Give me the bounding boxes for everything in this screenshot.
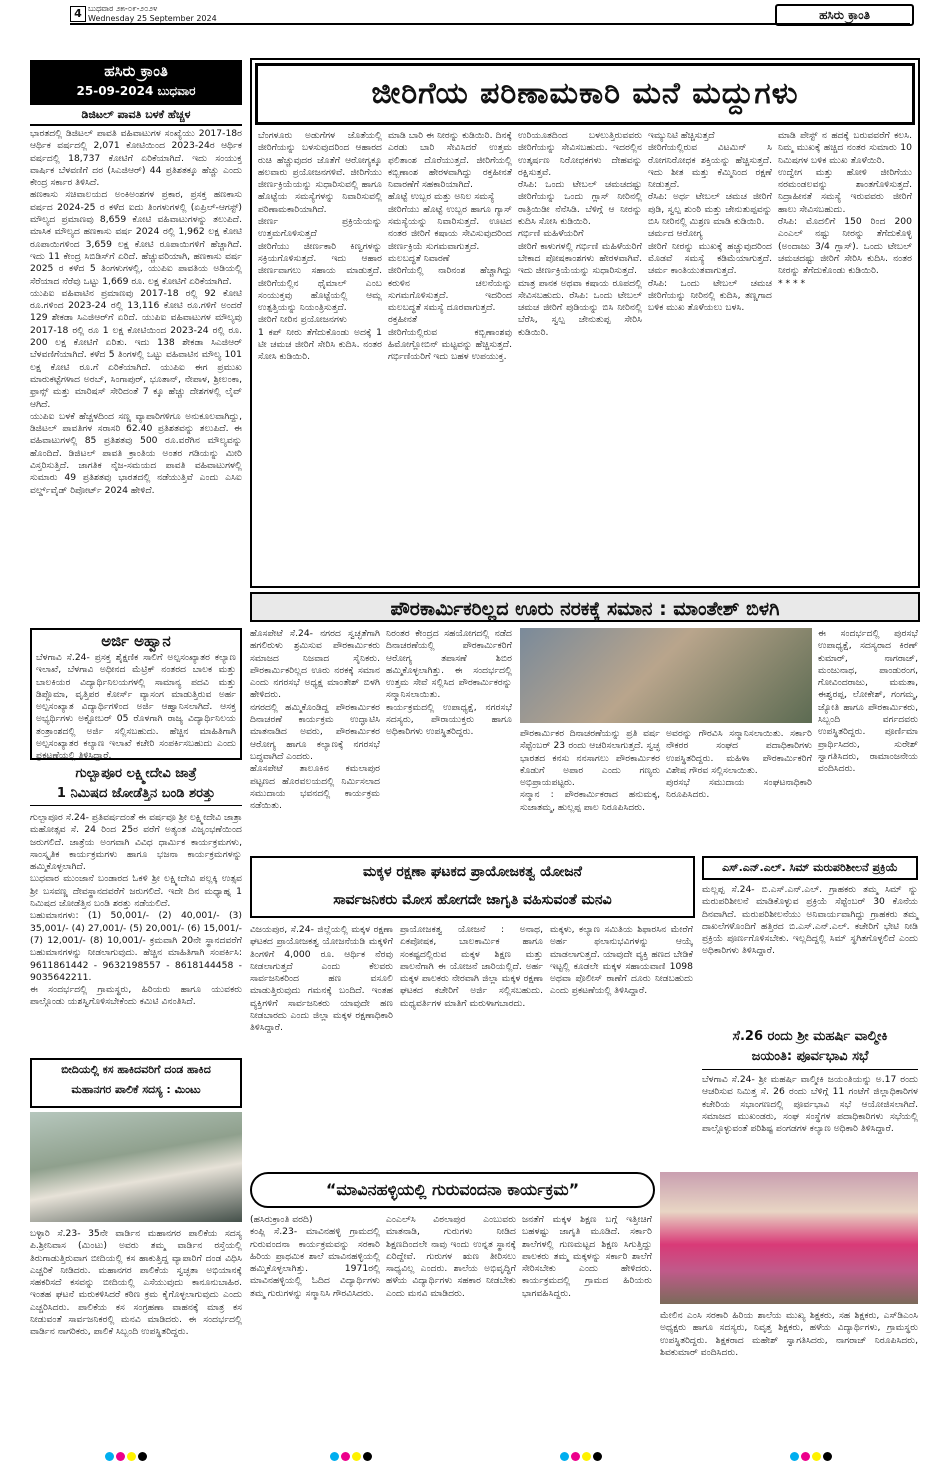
registration-dot — [127, 1452, 136, 1461]
header-date-kannada: ಬುಧವಾರ ೨೫-೦೯-೨೦೨೪ — [88, 4, 158, 13]
masthead-date: 25-09-2024 ಬುಧವಾರ — [76, 84, 196, 98]
bidi-photo — [30, 1112, 242, 1222]
makkala-title-2: ಸಾರ್ವಜನಿಕರು ಮೋಸ ಹೋಗದೇ ಜಾಗೃತಿ ವಹಿಸುವಂತೆ ಮನವಿ — [333, 892, 612, 908]
pourakarmika-col-3: ಪೌರಕಾರ್ಮಿಕರ ದಿನಾಚರಣೆಯನ್ನು ಪ್ರತಿ ವರ್ಷ ಸೆಪ್ಟೆಂಬರ್ 23 ರಂದು ಆಚರಿಸಲಾಗುತ್ತದೆ. ಸ್ವಚ್ಛ ಭಾರತದ ಕನಸು ನನಸಾಗಲು ಪೌರಕಾರ್ಮಿಕರ ಕೊಡುಗೆ ಅಪಾರ ಎಂದು ಗಣ್ಯರು ಅಭಿಪ್ರಾಯಪಟ್ಟರು. ಸನ್ಮಾನ : ಪೌರಕಾರ್ಮಿಕರಾದ ಹನುಮಕ್ಕ, ಸುಜಾತಮ್ಮ, ಹುಲ್ಲಪ್ಪ ಪಾಲ ನಿರೂಪಿಸಿದರು. — [520, 728, 660, 813]
makkala-col-3: ಮಕ್ಕಳು, ಕಲ್ಯಾಣ ಸಮಿತಿಯ ಶಿಫಾರಸಿನ ಮೇರೆಗೆ ಅರ್ಹ ಫಲಾನುಭವಿಗಳನ್ನು ಆಯ್ಕೆ ಮಾಡಲಾಗುತ್ತದೆ. ಯಾವುದೇ ವ್ಯಕ್ತಿ ಹಣದ ಬೇಡಿಕೆ ಇಟ್ಟಲ್ಲಿ ಕೂಡಲೇ ಮಕ್ಕಳ ಸಹಾಯವಾಣಿ 1098 ಅಥವಾ ಪೊಲೀಸ್ ಠಾಣೆಗೆ ದೂರು ನೀಡಬಹುದು ಎಂದು ಪ್ರಕಟಣೆಯಲ್ಲಿ ತಿಳಿಸಿದ್ದಾರೆ. — [550, 924, 696, 997]
feature-col-5: ಮಾಡಿ ಪೇಸ್ಟ್ ನ ಹದಕ್ಕೆ ಬರುವವರೆಗೆ ಕಲಸಿ. ನಿಮ್ಮ ಮುಖಕ್ಕೆ ಹಚ್ಚಿದ ನಂತರ ಸುಮಾರು 10 ನಿಮಿಷಗಳ ಬಳಿಕ ಮುಖ ತೊಳೆಯಿರಿ. ಉದ್ವೇಗ ಮತ್ತು ಹೋಳಿ ಜೀರಿಗೆಯು ನರಮಂಡಲವನ್ನು ಶಾಂತಗೊಳಿಸುತ್ತದೆ. ನಿದ್ರಾಹೀನತೆ ಸಮಸ್ಯೆ ಇರುವವರು ಜೀರಿಗೆ ಹಾಲು ಸೇವಿಸಬಹುದು. ರೆಸಿಪಿ: ಮೊದಲಿಗೆ 150 ರಿಂದ 200 ಎಂಎಲ್ ನಷ್ಟು ನೀರನ್ನು ತೆಗೆದುಕೊಳ್ಳಿ (ಅಂದಾಜು 3/4 ಗ್ಲಾಸ್). ಒಂದು ಟೇಬಲ್ ಚಮಚದಷ್ಟು ಜೀರಿಗೆ ಸೇರಿಸಿ ಕುದಿಸಿ. ನಂತರ ನೀರನ್ನು ತೆಗೆದುಕೊಂಡು ಕುಡಿಯಿರಿ. * * * * — [778, 130, 912, 289]
pourakarmika-col-2: ನಿರಂತರ ಕೇಂದ್ರದ ಸಹಯೋಗದಲ್ಲಿ ನಡೆದ ದಿನಾಚರಣೆಯಲ್ಲಿ ಪೌರಕಾರ್ಮಿಕರಿಗೆ ಆರೋಗ್ಯ ತಪಾಸಣೆ ಶಿಬಿರ ಹಮ್ಮಿಕೊಳ್ಳಲಾಗಿತ್ತು. ಈ ಸಂದರ್ಭದಲ್ಲಿ ಉತ್ತಮ ಸೇವೆ ಸಲ್ಲಿಸಿದ ಪೌರಕಾರ್ಮಿಕರನ್ನು ಸನ್ಮಾನಿಸಲಾಯಿತು. ಕಾರ್ಯಕ್ರಮದಲ್ಲಿ ಉಪಾಧ್ಯಕ್ಷೆ, ನಗರಸಭೆ ಸದಸ್ಯರು, ಪೌರಾಯುಕ್ತರು ಹಾಗೂ ಅಧಿಕಾರಿಗಳು ಉಪಸ್ಥಿತರಿದ್ದರು. — [386, 628, 512, 738]
header-rule — [70, 23, 910, 25]
bsnl-title: ಎಸ್.ಎನ್.ಎಲ್. ಸಿಮ್ ಮರುಪರಿಶೀಲನೆ ಪ್ರಕ್ರಿಯೆ — [702, 856, 918, 880]
jatre-title-1: ಗುಲ್ಬಾಪೂರ ಲಕ್ಷ್ಮೀದೇವಿ ಜಾತ್ರೆ — [75, 766, 197, 781]
arji-body: ಬೆಳಗಾವಿ ಸೆ.24- ಪ್ರಸಕ್ತ ಶೈಕ್ಷಣಿಕ ಸಾಲಿಗೆ ಅಲ್ಪಸಂಖ್ಯಾತರ ಕಲ್ಯಾಣ ಇಲಾಖೆ, ಬೆಳಗಾವಿ ಅಧೀನದ ಮೆಟ್ರಿಕ್ ನಂತರದ ಬಾಲಕ ಮತ್ತು ಬಾಲಕಿಯರ ವಿದ್ಯಾರ್ಥಿನಿಲಯಗಳಲ್ಲಿ ಸಾಮಾನ್ಯ ಪದವಿ ಮತ್ತು ಡಿಪ್ಲೊಮಾ, ವೃತ್ತಿಪರ ಕೋರ್ಸ್ ವ್ಯಾಸಂಗ ಮಾಡುತ್ತಿರುವ ಅರ್ಹ ಅಲ್ಪಸಂಖ್ಯಾತ ವಿದ್ಯಾರ್ಥಿಗಳಿಂದ ಅರ್ಜಿ ಆಹ್ವಾನಿಸಲಾಗಿದೆ. ಆಸಕ್ತ ಅಭ್ಯರ್ಥಿಗಳು ಅಕ್ಟೋಬರ್ 05 ರೊಳಗಾಗಿ ರಾಜ್ಯ ವಿದ್ಯಾರ್ಥಿನಿಲಯ ತಂತ್ರಾಂಶದಲ್ಲಿ ಅರ್ಜಿ ಸಲ್ಲಿಸಬಹುದು. ಹೆಚ್ಚಿನ ಮಾಹಿತಿಗಾಗಿ ಅಲ್ಪಸಂಖ್ಯಾತರ ಕಲ್ಯಾಣ ಇಲಾಖೆ ಕಚೇರಿ ಸಂಪರ್ಕಿಸಬಹುದು ಎಂದು ಪ್ರಕಟಣೆಯಲ್ಲಿ ತಿಳಿಸಿದ್ದಾರೆ. — [36, 652, 239, 762]
registration-marks-left — [105, 1446, 157, 1455]
feature-col-2: ಮಾಡಿ ಬಾರಿ ಈ ನೀರನ್ನು ಕುಡಿಯಿರಿ. ದಿನಕ್ಕೆ ಎರಡು ಬಾರಿ ಸೇವಿಸಿದರೆ ಉತ್ತಮ ಫಲಿತಾಂಶ ದೊರೆಯುತ್ತದೆ. ಜೀರಿಗೆಯಲ್ಲಿ ಕಬ್ಬಿಣಾಂಶ ಹೇರಳವಾಗಿದ್ದು ರಕ್ತಹೀನತೆ ನಿವಾರಣೆಗೆ ಸಹಕಾರಿಯಾಗಿದೆ. ಹೊಟ್ಟೆ ಉಬ್ಬರ ಮತ್ತು ಅನಿಲ ಸಮಸ್ಯೆ ಜೀರಿಗೆಯು ಹೊಟ್ಟೆ ಉಬ್ಬರ ಹಾಗೂ ಗ್ಯಾಸ್ ಸಮಸ್ಯೆಯನ್ನು ನಿವಾರಿಸುತ್ತದೆ. ಊಟದ ನಂತರ ಜೀರಿಗೆ ಕಷಾಯ ಸೇವಿಸುವುದರಿಂದ ಜೀರ್ಣಕ್ರಿಯೆ ಸುಗಮವಾಗುತ್ತದೆ. ಮಲಬದ್ಧತೆ ನಿವಾರಣೆ ಜೀರಿಗೆಯಲ್ಲಿ ನಾರಿನಂಶ ಹೆಚ್ಚಾಗಿದ್ದು ಕರುಳಿನ ಚಲನೆಯನ್ನು ಸುಗಮಗೊಳಿಸುತ್ತದೆ. ಇದರಿಂದ ಮಲಬದ್ಧತೆ ಸಮಸ್ಯೆ ದೂರವಾಗುತ್ತದೆ. ರಕ್ತಹೀನತೆ ಜೀರಿಗೆಯಲ್ಲಿರುವ ಕಬ್ಬಿಣಾಂಶವು ಹಿಮೋಗ್ಲೋಬಿನ್ ಮಟ್ಟವನ್ನು ಹೆಚ್ಚಿಸುತ್ತದೆ. ಗರ್ಭಿಣಿಯರಿಗೆ ಇದು ಬಹಳ ಉಪಯುಕ್ತ. — [388, 130, 512, 363]
registration-dot — [363, 1452, 372, 1461]
feature-col-3: ಉರಿಯೂತದಿಂದ ಬಳಲುತ್ತಿರುವವರು ಜೀರಿಗೆಯನ್ನು ಸೇವಿಸಬಹುದು. ಇದರಲ್ಲಿನ ಉತ್ಕರ್ಷಣ ನಿರೋಧಕಗಳು ದೇಹವನ್ನು ರಕ್ಷಿಸುತ್ತವೆ. ರೆಸಿಪಿ: ಒಂದು ಟೇಬಲ್ ಚಮಚದಷ್ಟು ಜೀರಿಗೆಯನ್ನು ಒಂದು ಗ್ಲಾಸ್ ನೀರಿನಲ್ಲಿ ರಾತ್ರಿಯಿಡೀ ನೆನೆಸಿಡಿ. ಬೆಳಿಗ್ಗೆ ಆ ನೀರನ್ನು ಕುದಿಸಿ ಸೋಸಿ ಕುಡಿಯಿರಿ. ಗರ್ಭಿಣಿ ಮಹಿಳೆಯರಿಗೆ ಜೀರಿಗೆ ಕಾಳುಗಳಲ್ಲಿ ಗರ್ಭಿಣಿ ಮಹಿಳೆಯರಿಗೆ ಬೇಕಾದ ಪೋಷಕಾಂಶಗಳು ಹೇರಳವಾಗಿವೆ. ಇದು ಜೀರ್ಣಕ್ರಿಯೆಯನ್ನು ಸುಧಾರಿಸುತ್ತದೆ. ಮಾತ್ರ ಪಾನಕ ಅಥವಾ ಕಷಾಯ ರೂಪದಲ್ಲಿ ಸೇವಿಸಬಹುದು. ರೆಸಿಪಿ: ಒಂದು ಟೇಬಲ್ ಚಮಚ ಜೀರಿಗೆ ಪುಡಿಯನ್ನು ಬಿಸಿ ನೀರಿನಲ್ಲಿ ಬೆರೆಸಿ, ಸ್ವಲ್ಪ ಜೇನುತುಪ್ಪ ಸೇರಿಸಿ ಕುಡಿಯಿರಿ. — [518, 130, 642, 338]
registration-marks-center-left — [330, 1446, 382, 1455]
registration-dot — [801, 1452, 810, 1461]
pourakarmika-col-4: ಅವರನ್ನು ಗೌರವಿಸಿ ಸನ್ಮಾನಿಸಲಾಯಿತು. ಸರ್ಕಾರಿ ನೌಕರರ ಸಂಘದ ಪದಾಧಿಕಾರಿಗಳು ಉಪಸ್ಥಿತರಿದ್ದರು. ಮಹಿಳಾ ಪೌರಕಾರ್ಮಿಕರಿಗೆ ವಿಶೇಷ ಗೌರವ ಸಲ್ಲಿಸಲಾಯಿತು. ಪುರಸಭೆ ಸಮುದಾಯ ಸಂಘಟನಾಧಿಕಾರಿ ನಿರೂಪಿಸಿದರು. — [666, 728, 812, 801]
pourakarmika-col-1: ಹೊಸಪೇಟೆ ಸೆ.24- ನಗರದ ಸ್ವಚ್ಛತೆಗಾಗಿ ಹಗಲಿರುಳು ಶ್ರಮಿಸುವ ಪೌರಕಾರ್ಮಿಕರು ಸಮಾಜದ ನಿಜವಾದ ಸೈನಿಕರು. ಪೌರಕಾರ್ಮಿಕರಿಲ್ಲದ ಊರು ನರಕಕ್ಕೆ ಸಮಾನ ಎಂದು ನಗರಸಭೆ ಅಧ್ಯಕ್ಷ ಮಾಂತೇಶ್ ಬಿಳಗಿ ಹೇಳಿದರು. ನಗರದಲ್ಲಿ ಹಮ್ಮಿಕೊಂಡಿದ್ದ ಪೌರಕಾರ್ಮಿಕರ ದಿನಾಚರಣೆ ಕಾರ್ಯಕ್ರಮ ಉದ್ಘಾಟಿಸಿ ಮಾತನಾಡಿದ ಅವರು, ಪೌರಕಾರ್ಮಿಕರ ಆರೋಗ್ಯ ಹಾಗೂ ಕಲ್ಯಾಣಕ್ಕೆ ನಗರಸಭೆ ಬದ್ಧವಾಗಿದೆ ಎಂದರು. ಹೊಸಪೇಟೆ ತಾಲೂಕಿನ ಕಮಲಾಪುರ ಪಟ್ಟಣದ ಹೊರವಲಯದಲ್ಲಿ ನಿರ್ಮಿಸಲಾದ ಸಮುದಾಯ ಭವನದಲ್ಲಿ ಕಾರ್ಯಕ್ರಮ ನಡೆಯಿತು. — [250, 628, 380, 812]
registration-dot — [352, 1452, 361, 1461]
registration-dot — [105, 1452, 114, 1461]
page-number: 4 — [70, 6, 86, 22]
digital-body: ಭಾರತದಲ್ಲಿ ಡಿಜಿಟಲ್ ಪಾವತಿ ವಹಿವಾಟುಗಳ ಸಂಖ್ಯೆಯು 2017-18ರ ಆರ್ಥಿಕ ವರ್ಷದಲ್ಲಿ 2,071 ಕೋಟಿಯಿಂದ 2023-24ರ ಆರ್ಥಿಕ ವರ್ಷದಲ್ಲಿ 18,737 ಕೋಟಿಗೆ ಏರಿಕೆಯಾಗಿದೆ. ಇದು ಸಂಯುಕ್ತ ವಾರ್ಷಿಕ ಬೆಳವಣಿಗೆ ದರ (ಸಿಎಜಿಆರ್) 44 ಪ್ರತಿಶತಕ್ಕೂ ಹೆಚ್ಚು ಎಂದು ಕೇಂದ್ರ ಸರ್ಕಾರ ತಿಳಿಸಿದೆ. ಹಣಕಾಸು ಸಚಿವಾಲಯದ ಅಂಕಿಅಂಶಗಳ ಪ್ರಕಾರ, ಪ್ರಸಕ್ತ ಹಣಕಾಸು ವರ್ಷದ 2024-25 ರ ಕಳೆದ ಐದು ತಿಂಗಳುಗಳಲ್ಲಿ (ಏಪ್ರಿಲ್-ಆಗಸ್ಟ್) ಮೌಲ್ಯದ ಪ್ರಮಾಣವು 8,659 ಕೋಟಿ ವಹಿವಾಟುಗಳನ್ನು ತಲುಪಿದೆ. ಮಾಸಿಕ ಮೌಲ್ಯದ ಹಣಕಾಸು ವರ್ಷ 2024 ರಲ್ಲಿ 1,962 ಲಕ್ಷ ಕೋಟಿ ರೂಪಾಯಿಗಳಿಂದ 3,659 ಲಕ್ಷ ಕೋಟಿ ರೂಪಾಯಿಗಳಿಗೆ ಹೆಚ್ಚಾಗಿದೆ. ಇದು 11 ಕೇಂದ್ರ ಸಿಬಿಡಿಸ್‌ಗೆ ಏರಿದೆ. ಹೆಚ್ಚುವರಿಯಾಗಿ, ಹಣಕಾಸು ವರ್ಷ 2025 ರ ಕಳೆದ 5 ತಿಂಗಳುಗಳಲ್ಲಿ, ಯುಪಿಐ ಪಾವತಿಯ ಅಡಿಯಲ್ಲಿ ಸೆರೆಯಾದ ನೆರೆವು ಒಟ್ಟು 1,669 ರೂ. ಲಕ್ಷ ಕೋಟಿಗೆ ಏರಿಕೆಯಾಗಿದೆ. ಯುಪಿಐ ವಹಿವಾಟಿನ ಪ್ರಮಾಣವು 2017-18 ರಲ್ಲಿ 92 ಕೋಟಿ ರೂ.ಗಳಿಂದ 2023-24 ರಲ್ಲಿ 13,116 ಕೋಟಿ ರೂ.ಗಳಿಗೆ ಅಂದರೆ 129 ಶೇಕಡಾ ಸಿಎಜಿಆರ್‌ಗೆ ಏರಿದೆ. ಯುಪಿಐ ವಹಿವಾಟುಗಳ ಮೌಲ್ಯವು 2017-18 ರಲ್ಲಿ ರೂ 1 ಲಕ್ಷ ಕೋಟಿಯಿಂದ 2023-24 ರಲ್ಲಿ ರೂ. 200 ಲಕ್ಷ ಕೋಟಿಗೆ ಏರಿತು. ಇದು 138 ಶೇಕಡಾ ಸಿಎಜಿಆರ್ ಬೆಳವಣಿಗೆಯಾಗಿದೆ. ಕಳೆದ 5 ತಿಂಗಳಲ್ಲಿ ಒಟ್ಟು ವಹಿವಾಟಿನ ಮೌಲ್ಯ 101 ಲಕ್ಷ ಕೋಟಿ ರೂ.ಗೆ ಏರಿಕೆಯಾಗಿದೆ. ಯುಪಿಐ ಈಗ ಪ್ರಮುಖ ಮಾರುಕಟ್ಟೆಗಳಾದ ಅರಬ್, ಸಿಂಗಾಪುರ್, ಭೂತಾನ್, ನೇಪಾಳ, ಶ್ರೀಲಂಕಾ, ಫ್ರಾನ್ಸ್ ಮತ್ತು ಮಾರಿಷಸ್ ಸೇರಿದಂತೆ 7 ಕ್ಕೂ ಹೆಚ್ಚು ದೇಶಗಳಲ್ಲಿ ಲೈವ್ ಆಗಿದೆ. ಯುಪಿಐ ಬಳಕೆ ಹೆಚ್ಚಳದಿಂದ ಸಣ್ಣ ವ್ಯಾಪಾರಿಗಳಿಗೂ ಅನುಕೂಲವಾಗಿದ್ದು, ಡಿಜಿಟಲ್ ಪಾವತಿಗಳ ಸರಾಸರಿ 62.40 ಪ್ರತಿಶತವನ್ನು ತಲುಪಿದೆ. ಈ ವಹಿವಾಟುಗಳಲ್ಲಿ 85 ಪ್ರತಿಶತವು 500 ರೂ.ವರೆಗಿನ ಮೌಲ್ಯವನ್ನು ಹೊಂದಿದೆ. ಡಿಜಿಟಲ್ ಪಾವತಿ ಕ್ರಾಂತಿಯ ಅಂತರ ಗಡಿಯನ್ನು ಮೀರಿ ವಿಸ್ತರಿಸುತ್ತಿದೆ. ಜಾಗತಿಕ ನೈಜ-ಸಮಯದ ಪಾವತಿ ವಹಿವಾಟುಗಳಲ್ಲಿ ಸುಮಾರು 49 ಪ್ರತಿಶತವು ಭಾರತದಲ್ಲಿ ನಡೆಯುತ್ತಿವೆ ಎಂದು ಎಸಿಐ ವರ್ಲ್ಡ್‌ವೈಡ್ ರಿಪೋರ್ಟ್ 2024 ಹೇಳಿದೆ. — [30, 128, 242, 496]
registration-dot — [341, 1452, 350, 1461]
bidi-title-1: ಬೀದಿಯಲ್ಲಿ ಕಸ ಹಾಕಿದವರಿಗೆ ದಂಡ ಹಾಕಿದ — [61, 1063, 211, 1076]
mavina-col-4: ಮೇಲಿನ ಎಂಸಿ ಸರಕಾರಿ ಹಿರಿಯ ಶಾಲೆಯ ಮುಖ್ಯ ಶಿಕ್ಷಕರು, ಸಹ ಶಿಕ್ಷಕರು, ಎಸ್‌ಡಿಎಂಸಿ ಅಧ್ಯಕ್ಷರು ಹಾಗೂ ಸದಸ್ಯರು, ನಿವೃತ್ತ ಶಿಕ್ಷಕರು, ಹಳೆಯ ವಿದ್ಯಾರ್ಥಿಗಳು, ಗ್ರಾಮಸ್ಥರು ಉಪಸ್ಥಿತರಿದ್ದರು. ಶಿಕ್ಷಕರಾದ ಮಹೇಶ್ ಸ್ವಾಗತಿಸಿದರು, ನಾಗರಾಜ್ ನಿರೂಪಿಸಿದರು, ಶಿವಕುಮಾರ್ ವಂದಿಸಿದರು. — [660, 1310, 921, 1358]
registration-dot — [812, 1452, 821, 1461]
mavina-title: “ಮಾವಿನಹಳ್ಳಿಯಲ್ಲಿ ಗುರುವಂದನಾ ಕಾರ್ಯಕ್ರಮ” — [250, 1172, 655, 1208]
registration-dot — [138, 1452, 147, 1461]
feature-col-4: ಇಮ್ಯುನಿಟಿ ಹೆಚ್ಚಿಸುತ್ತದೆ ಜೀರಿಗೆಯಲ್ಲಿರುವ ವಿಟಮಿನ್ ಸಿ ರೋಗನಿರೋಧಕ ಶಕ್ತಿಯನ್ನು ಹೆಚ್ಚಿಸುತ್ತದೆ. ಇದು ಶೀತ ಮತ್ತು ಕೆಮ್ಮಿನಿಂದ ರಕ್ಷಣೆ ನೀಡುತ್ತದೆ. ರೆಸಿಪಿ: ಅರ್ಧ ಟೇಬಲ್ ಚಮಚ ಜೀರಿಗೆ ಪುಡಿ, ಸ್ವಲ್ಪ ಶುಂಠಿ ಮತ್ತು ಜೇನುತುಪ್ಪವನ್ನು ಬಿಸಿ ನೀರಿನಲ್ಲಿ ಮಿಶ್ರಣ ಮಾಡಿ ಕುಡಿಯಿರಿ. ಚರ್ಮದ ಆರೋಗ್ಯ ಜೀರಿಗೆ ನೀರನ್ನು ಮುಖಕ್ಕೆ ಹಚ್ಚುವುದರಿಂದ ಮೊಡವೆ ಸಮಸ್ಯೆ ಕಡಿಮೆಯಾಗುತ್ತದೆ. ಚರ್ಮ ಕಾಂತಿಯುತವಾಗುತ್ತದೆ. ರೆಸಿಪಿ: ಒಂದು ಟೇಬಲ್ ಚಮಚ ಜೀರಿಗೆಯನ್ನು ನೀರಿನಲ್ಲಿ ಕುದಿಸಿ, ತಣ್ಣಗಾದ ಬಳಿಕ ಮುಖ ತೊಳೆಯಲು ಬಳಸಿ. — [648, 130, 772, 314]
feature-col-1: ಬೆಂಗಳೂರು ಅಡುಗೆಗಳ ಜೊತೆಯಲ್ಲಿ ಜೀರಿಗೆಯನ್ನು ಬಳಸುವುದರಿಂದ ಆಹಾರದ ರುಚಿ ಹೆಚ್ಚುವುದರ ಜೊತೆಗೆ ಆರೋಗ್ಯಕ್ಕೂ ಹಲವಾರು ಪ್ರಯೋಜನಗಳಿವೆ. ಜೀರಿಗೆಯು ಜೀರ್ಣಕ್ರಿಯೆಯನ್ನು ಸುಧಾರಿಸುವಲ್ಲಿ ಹಾಗೂ ಹೊಟ್ಟೆಯ ಸಮಸ್ಯೆಗಳನ್ನು ನಿವಾರಿಸುವಲ್ಲಿ ಪರಿಣಾಮಕಾರಿಯಾಗಿದೆ. ಜೀರ್ಣ ಪ್ರಕ್ರಿಯೆಯನ್ನು ಉತ್ತಮಗೊಳಿಸುತ್ತದೆ ಜೀರಿಗೆಯು ಜೀರ್ಣಕಾರಿ ಕಿಣ್ವಗಳನ್ನು ಸಕ್ರಿಯಗೊಳಿಸುತ್ತದೆ. ಇದು ಆಹಾರ ಜೀರ್ಣವಾಗಲು ಸಹಾಯ ಮಾಡುತ್ತದೆ. ಜೀರಿಗೆಯಲ್ಲಿನ ಥೈಮಾಲ್ ಎಂಬ ಸಂಯುಕ್ತವು ಹೊಟ್ಟೆಯಲ್ಲಿ ಆಮ್ಲ ಉತ್ಪತ್ತಿಯನ್ನು ನಿಯಂತ್ರಿಸುತ್ತದೆ. ಜೀರಿಗೆ ನೀರಿನ ಪ್ರಯೋಜನಗಳು 1 ಕಪ್ ನೀರು ತೆಗೆದುಕೊಂಡು ಅದಕ್ಕೆ 1 ಟೀ ಚಮಚ ಜೀರಿಗೆ ಸೇರಿಸಿ ಕುದಿಸಿ. ನಂತರ ಸೋಸಿ ಕುಡಿಯಿರಿ. — [258, 130, 382, 363]
bidi-title-box — [30, 1058, 242, 1108]
arji-title: ಅರ್ಜಿ ಅಹ್ವಾನ — [101, 632, 171, 650]
makkala-title-box — [250, 856, 695, 918]
bidi-body: ಬಳ್ಳಾರಿ ಸೆ.23- 35ನೇ ವಾರ್ಡಿನ ಮಹಾನಗರ ಪಾಲಿಕೆಯ ಸದಸ್ಯ ಪಿ.ಶ್ರೀನಿವಾಸ (ಮಿಂಟು) ಅವರು ತಮ್ಮ ವಾರ್ಡಿನ ರಸ್ತೆಯಲ್ಲಿ ತಿರುಗಾಡುತ್ತಿರುವಾಗ ಬೀದಿಯಲ್ಲಿ ಕಸ ಹಾಕುತ್ತಿದ್ದ ವ್ಯಾಪಾರಿಗೆ ದಂಡ ವಿಧಿಸಿ ಎಚ್ಚರಿಕೆ ನೀಡಿದರು. ಮಹಾನಗರ ಪಾಲಿಕೆಯ ಸ್ವಚ್ಛತಾ ಅಭಿಯಾನಕ್ಕೆ ಸಹಕರಿಸದೆ ಕಸವನ್ನು ಬೀದಿಯಲ್ಲಿ ಎಸೆಯುವುದು ಕಾನೂನುಬಾಹಿರ. ಇಂತಹ ಘಟನೆ ಮರುಕಳಿಸಿದರೆ ಕಠಿಣ ಕ್ರಮ ಕೈಗೊಳ್ಳಲಾಗುವುದು ಎಂದು ಎಚ್ಚರಿಸಿದರು. ಪಾಲಿಕೆಯ ಕಸ ಸಂಗ್ರಹಣಾ ವಾಹನಕ್ಕೆ ಮಾತ್ರ ಕಸ ನೀಡುವಂತೆ ಸಾರ್ವಜನಿಕರಲ್ಲಿ ಮನವಿ ಮಾಡಿದರು. ಈ ಸಂದರ್ಭದಲ್ಲಿ ವಾರ್ಡಿನ ನಾಗರಿಕರು, ಪಾಲಿಕೆ ಸಿಬ್ಬಂದಿ ಉಪಸ್ಥಿತರಿದ್ದರು. — [30, 1228, 245, 1338]
pourakarmika-col-5: ಈ ಸಂದರ್ಭದಲ್ಲಿ ಪುರಸಭೆ ಉಪಾಧ್ಯಕ್ಷೆ, ಸದಸ್ಯರಾದ ಕಿರಣ್ ಕುಮಾರ್, ನಾಗರಾಜ್, ಮಂಜುನಾಥ, ಪಾಂಡುರಂಗ, ಗೋವಿಂದರಾಜು, ಮಮತಾ, ಈಶ್ವರಪ್ಪ, ಲೋಕೇಶ್, ಗಂಗಮ್ಮ, ಜ್ಯೋತಿ ಹಾಗೂ ಪೌರಕಾರ್ಮಿಕರು, ಸಿಬ್ಬಂದಿ ವರ್ಗದವರು ಉಪಸ್ಥಿತರಿದ್ದರು. ಪೂರ್ಣಿಮಾ ಪ್ರಾರ್ಥಿಸಿದರು, ಸುರೇಶ್ ಸ್ವಾಗತಿಸಿದರು, ರಾಮಾಂಜನೇಯ ವಂದಿಸಿದರು. — [818, 628, 921, 775]
jatre-title-2: 1 ನಿಮಿಷದ ಜೋಡೆತ್ತಿನ ಬಂಡಿ ಶರತ್ತು — [30, 786, 242, 806]
mavina-photo — [660, 1172, 918, 1304]
mavina-col-2: ಎಂಎಲ್‌ಸಿ ವಿಠಲಾಪುರ ಎಂಬುವರು ಮಾತನಾಡಿ, ಗುರುಗಳು ನೀಡಿದ ಶಿಕ್ಷಣದಿಂದಲೇ ನಾವು ಇಂದು ಉನ್ನತ ಸ್ಥಾನಕ್ಕೆ ಏರಿದ್ದೇವೆ. ಗುರುಗಳ ಋಣ ತೀರಿಸಲು ಸಾಧ್ಯವಿಲ್ಲ ಎಂದರು. ಶಾಲೆಯ ಅಭಿವೃದ್ಧಿಗೆ ಹಳೆಯ ವಿದ್ಯಾರ್ಥಿಗಳು ಸಹಕಾರ ನೀಡಬೇಕು ಎಂದು ಮನವಿ ಮಾಡಿದರು. — [386, 1214, 519, 1299]
mavina-col-1: (ಹಸಿರುಕ್ರಾಂತಿ ವರದಿ) ಕಂಪ್ಲಿ ಸೆ.23- ಮಾವಿನಹಳ್ಳಿ ಗ್ರಾಮದಲ್ಲಿ ಗುರುವಂದನಾ ಕಾರ್ಯಕ್ರಮವನ್ನು ಸರಕಾರಿ ಹಿರಿಯ ಪ್ರಾಥಮಿಕ ಶಾಲೆ ಮಾವಿನಹಳ್ಳಿಯಲ್ಲಿ ಹಮ್ಮಿಕೊಳ್ಳಲಾಗಿತ್ತು. 1971ರಲ್ಲಿ ಮಾವಿನಹಳ್ಳಿಯಲ್ಲಿ ಓದಿದ ವಿದ್ಯಾರ್ಥಿಗಳು ತಮ್ಮ ಗುರುಗಳನ್ನು ಸನ್ಮಾನಿಸಿ ಗೌರವಿಸಿದರು. — [250, 1214, 380, 1299]
registration-dot — [593, 1452, 602, 1461]
registration-dot — [582, 1452, 591, 1461]
registration-dot — [330, 1452, 339, 1461]
mavina-col-3: ಜನತೆಗೆ ಮಕ್ಕಳ ಶಿಕ್ಷಣ ಬಗ್ಗೆ ಇತ್ತೀಚಿಗೆ ಬಹಳಷ್ಟು ಜಾಗೃತಿ ಮೂಡಿದೆ. ಸರ್ಕಾರಿ ಶಾಲೆಗಳಲ್ಲಿ ಗುಣಮಟ್ಟದ ಶಿಕ್ಷಣ ಸಿಗುತ್ತಿದ್ದು ಪಾಲಕರು ತಮ್ಮ ಮಕ್ಕಳನ್ನು ಸರ್ಕಾರಿ ಶಾಲೆಗೆ ಸೇರಿಸಬೇಕು ಎಂದು ಹೇಳಿದರು. ಕಾರ್ಯಕ್ರಮದಲ್ಲಿ ಗ್ರಾಮದ ಹಿರಿಯರು ಭಾಗವಹಿಸಿದ್ದರು. — [522, 1214, 655, 1299]
makkala-col-2: ಪ್ರಾಯೋಜಕತ್ವ ಯೋಜನೆ : ಅನಾಥ, ಏಕಪೋಷಕ, ಬಾಲಕಾರ್ಮಿಕ ಹಾಗೂ ಸಂಕಷ್ಟದಲ್ಲಿರುವ ಮಕ್ಕಳ ಶಿಕ್ಷಣ ಮತ್ತು ಪಾಲನೆಗಾಗಿ ಈ ಯೋಜನೆ ಜಾರಿಯಲ್ಲಿದೆ. ಅರ್ಹ ಮಕ್ಕಳ ಪಾಲಕರು ನೇರವಾಗಿ ಜಿಲ್ಲಾ ಮಕ್ಕಳ ರಕ್ಷಣಾ ಘಟಕದ ಕಚೇರಿಗೆ ಅರ್ಜಿ ಸಲ್ಲಿಸಬಹುದು. ಮಧ್ಯವರ್ತಿಗಳ ಮಾತಿಗೆ ಮರುಳಾಗಬಾರದು. — [400, 924, 546, 1009]
registration-dot — [560, 1452, 569, 1461]
header-date-english: Wednesday 25 September 2024 — [88, 14, 217, 23]
registration-marks-center-right — [560, 1446, 612, 1455]
registration-dot — [116, 1452, 125, 1461]
registration-dot — [823, 1452, 832, 1461]
bsnl-body: ಮಲ್ಲಪ್ಪ ಸೆ.24- ಬಿ.ಎಸ್.ಎನ್.ಎಲ್. ಗ್ರಾಹಕರು ತಮ್ಮ ಸಿಮ್ ನ್ನು ಮರುಪರಿಶೀಲನೆ ಮಾಡಿಕೊಳ್ಳುವ ಪ್ರಕ್ರಿಯೆ ಸೆಪ್ಟೆಂಬರ್ 30 ಕೊನೆಯ ದಿನವಾಗಿದೆ. ಮರುಪರಿಶೀಲನೆಯು ಅನಿವಾರ್ಯವಾಗಿದ್ದು ಗ್ರಾಹಕರು ತಮ್ಮ ದಾಖಲೆಗಳೊಂದಿಗೆ ಹತ್ತಿರದ ಬಿ.ಎಸ್.ಎನ್.ಎಲ್. ಕಚೇರಿಗೆ ಭೇಟಿ ನೀಡಿ ಪ್ರಕ್ರಿಯೆ ಪೂರ್ಣಗೊಳಿಸಬೇಕು. ಇಲ್ಲದಿದ್ದಲ್ಲಿ ಸಿಮ್ ಸ್ಥಗಿತಗೊಳ್ಳಲಿದೆ ಎಂದು ಅಧಿಕಾರಿಗಳು ತಿಳಿಸಿದ್ದಾರೆ. — [702, 884, 921, 957]
makkala-title-1: ಮಕ್ಕಳ ರಕ್ಷಣಾ ಘಟಕದ ಪ್ರಾಯೋಜಕತ್ವ ಯೋಜನೆ — [363, 864, 582, 880]
makkala-col-1: ವಿಜಯಪುರ, ಸೆ.24- ಜಿಲ್ಲೆಯಲ್ಲಿ ಮಕ್ಕಳ ರಕ್ಷಣಾ ಘಟಕದ ಪ್ರಾಯೋಜಕತ್ವ ಯೋಜನೆಯಡಿ ಮಕ್ಕಳಿಗೆ ತಿಂಗಳಿಗೆ 4,000 ರೂ. ಆರ್ಥಿಕ ನೆರವು ನೀಡಲಾಗುತ್ತದೆ ಎಂದು ಕೆಲವರು ಸಾರ್ವಜನಿಕರಿಂದ ಹಣ ವಸೂಲಿ ಮಾಡುತ್ತಿರುವುದು ಗಮನಕ್ಕೆ ಬಂದಿದೆ. ಇಂತಹ ವ್ಯಕ್ತಿಗಳಿಗೆ ಸಾರ್ವಜನಿಕರು ಯಾವುದೇ ಹಣ ನೀಡಬಾರದು ಎಂದು ಜಿಲ್ಲಾ ಮಕ್ಕಳ ರಕ್ಷಣಾಧಿಕಾರಿ ತಿಳಿಸಿದ್ದಾರೆ. — [250, 924, 396, 1034]
pourakarmika-headline: ಪೌರಕಾರ್ಮಿಕರಿಲ್ಲದ ಊರು ನರಕಕ್ಕೆ ಸಮಾನ : ಮಾಂತೇಶ್ ಬಿಳಗಿ — [250, 592, 920, 622]
header-brand: ಹಸಿರು ಕ್ರಾಂತಿ — [775, 4, 914, 26]
valmiki-title-2: ಜಯಂತಿ: ಪೂರ್ವಭಾವಿ ಸಭೆ — [702, 1048, 918, 1070]
bidi-title-2: ಮಹಾನಗರ ಪಾಲಿಕೆ ಸದಸ್ಯ : ಮಿಂಟು — [71, 1083, 201, 1096]
registration-marks-right — [790, 1446, 842, 1455]
jatre-body: ಗುಲ್ಬಾಪೂರ ಸೆ.24- ಪ್ರತಿವರ್ಷದಂತೆ ಈ ವರ್ಷವೂ ಶ್ರೀ ಲಕ್ಷ್ಮೀದೇವಿ ಜಾತ್ರಾ ಮಹೋತ್ಸವ ಸೆ. 24 ರಿಂದ 25ರ ವರೆಗೆ ಅತ್ಯಂತ ವಿಜೃಂಭಣೆಯಿಂದ ಜರುಗಲಿದೆ. ಜಾತ್ರೆಯ ಅಂಗವಾಗಿ ವಿವಿಧ ಧಾರ್ಮಿಕ ಕಾರ್ಯಕ್ರಮಗಳು, ಸಾಂಸ್ಕೃತಿಕ ಕಾರ್ಯಕ್ರಮಗಳು ಹಾಗೂ ಭಜನಾ ಕಾರ್ಯಕ್ರಮಗಳನ್ನು ಹಮ್ಮಿಕೊಳ್ಳಲಾಗಿದೆ. ಬುಧವಾರ ಮುಂಜಾನೆ ಬಂಡಾರದ ಓಕಳಿ ಶ್ರೀ ಲಕ್ಷ್ಮೀದೇವಿ ಪಲ್ಲಕ್ಕಿ ಉತ್ಸವ ಶ್ರೀ ಬಸವಣ್ಣ ದೇವಸ್ಥಾನದವರೆಗೆ ಜರುಗಲಿದೆ. ಇದೇ ದಿನ ಮಧ್ಯಾಹ್ನ 1 ನಿಮಿಷದ ಜೋಡೆತ್ತಿನ ಬಂಡಿ ಶರತ್ತು ನಡೆಯಲಿದೆ. ಬಹುಮಾನಗಳು: (1) 50,001/- (2) 40,001/- (3) 35,001/- (4) 27,001/- (5) 20,001/- (6) 15,001/- (7) 12,001/- (8) 10,001/- ಕ್ರಮವಾಗಿ 20ನೇ ಸ್ಥಾನದವರೆಗೆ ಬಹುಮಾನಗಳನ್ನು ನೀಡಲಾಗುವುದು. ಹೆಚ್ಚಿನ ಮಾಹಿತಿಗಾಗಿ ಸಂಪರ್ಕಿಸಿ: 9611861442 - 9632198557 - 8618144458 - 9035642211. ಈ ಸಂದರ್ಭದಲ್ಲಿ ಗ್ರಾಮಸ್ಥರು, ಹಿರಿಯರು ಹಾಗೂ ಯುವಕರು ಪಾಲ್ಗೊಂಡು ಯಶಸ್ವಿಗೊಳಿಸಬೇಕೆಂದು ಕಮಿಟಿ ವಿನಂತಿಸಿದೆ. — [30, 812, 242, 1008]
registration-dot — [790, 1452, 799, 1461]
feature-headline: ಜೀರಿಗೆಯ ಪರಿಣಾಮಕಾರಿ ಮನೆ ಮದ್ದುಗಳು — [255, 63, 915, 125]
masthead — [30, 60, 242, 105]
header-date — [88, 4, 217, 24]
digital-title: ಡಿಜಿಟಲ್ ಪಾವತಿ ಬಳಕೆ ಹೆಚ್ಚಳ — [30, 106, 242, 126]
registration-dot — [571, 1452, 580, 1461]
masthead-name: ಹಸಿರು ಕ್ರಾಂತಿ — [104, 62, 168, 80]
pourakarmika-photo — [520, 628, 812, 723]
valmiki-title-1: ಸೆ.26 ರಂದು ಶ್ರೀ ಮಹರ್ಷಿ ವಾಲ್ಮೀಕಿ — [732, 1029, 888, 1044]
valmiki-body: ಬೆಳಗಾವಿ ಸೆ.24- ಶ್ರೀ ಮಹರ್ಷಿ ವಾಲ್ಮೀಕಿ ಜಯಂತಿಯನ್ನು ಅ.17 ರಂದು ಆಚರಿಸುವ ನಿಮಿತ್ತ ಸೆ. 26 ರಂದು ಬೆಳಿಗ್ಗೆ 11 ಗಂಟೆಗೆ ಜಿಲ್ಲಾಧಿಕಾರಿಗಳ ಕಚೇರಿಯ ಸಭಾಂಗಣದಲ್ಲಿ ಪೂರ್ವಭಾವಿ ಸಭೆ ಆಯೋಜಿಸಲಾಗಿದೆ. ಸಮಾಜದ ಮುಖಂಡರು, ಸಂಘ ಸಂಸ್ಥೆಗಳ ಪದಾಧಿಕಾರಿಗಳು ಸಭೆಯಲ್ಲಿ ಪಾಲ್ಗೊಳ್ಳುವಂತೆ ಪರಿಶಿಷ್ಟ ಪಂಗಡಗಳ ಕಲ್ಯಾಣ ಅಧಿಕಾರಿ ತಿಳಿಸಿದ್ದಾರೆ. — [702, 1074, 921, 1135]
